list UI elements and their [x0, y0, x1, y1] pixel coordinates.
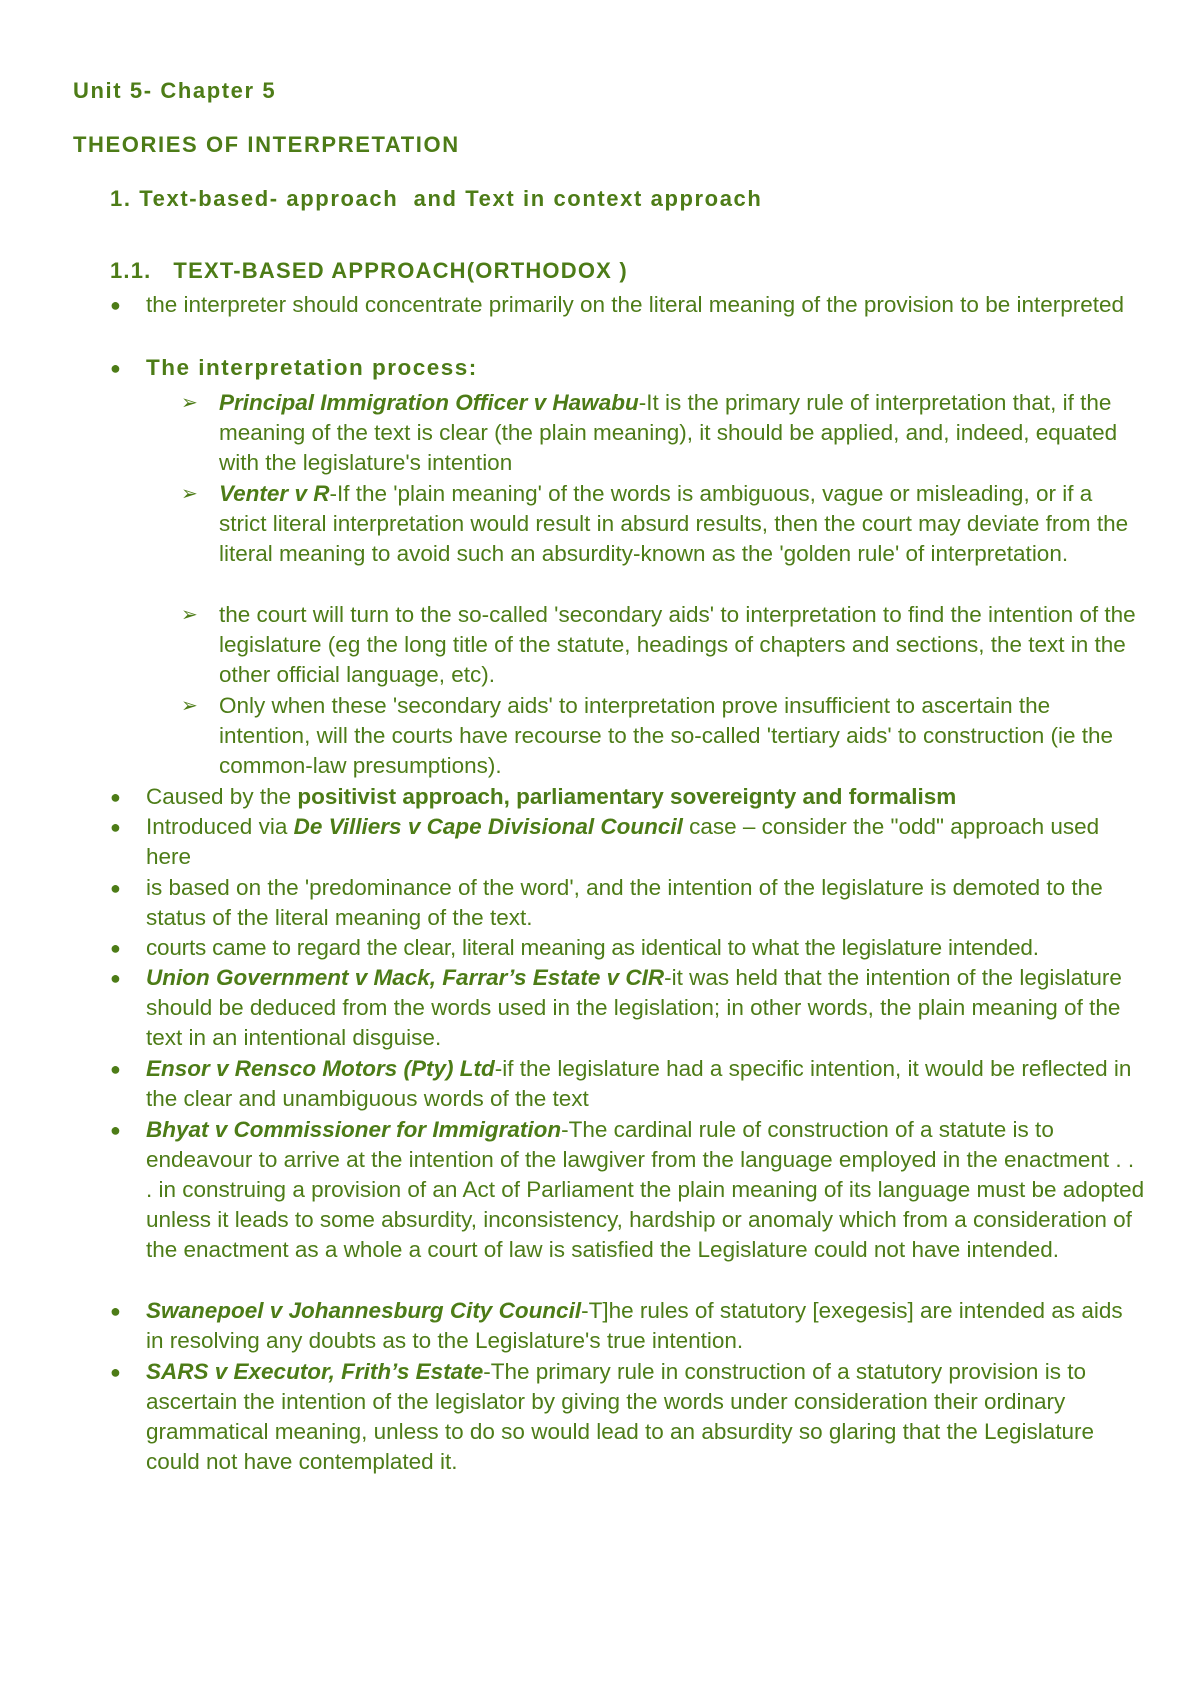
list-item	[110, 1357, 1146, 1477]
list-item-text: courts came to regard the clear, literal meaning as identical to what the legislature intended.	[146, 935, 1039, 960]
bullet-icon: ●	[110, 1301, 121, 1321]
list-item-text: -The cardinal rule of construction of a statute is to endeavour to arrive at the intention of the lawgiver from the language employed in the enactment . . . in construing a provision of an Act of Parliament the plain meaning of its language must be adopted unless it leads to some absurdity, inconsistency, hardship or anomaly which from a consideration of the enactment as a whole a court of law is satisfied the Legislature could not have intended.	[146, 1117, 1145, 1262]
list-item	[110, 782, 1146, 812]
list-item	[110, 290, 1146, 320]
list-item-text: the interpreter should concentrate primarily on the literal meaning of the provision to be interpreted	[146, 292, 1125, 317]
list-item	[110, 933, 1146, 963]
case-name: Bhyat v Commissioner for Immigration	[146, 1117, 562, 1142]
case-name: Union Government v Mack, Farrar’s Estate v CIR	[146, 965, 665, 990]
bullet-icon: ●	[110, 817, 121, 837]
list-item-text: is based on the 'predominance of the word', and the intention of the legislature is demoted to the status of the literal meaning of the text.	[146, 875, 1103, 930]
list-item-text: -It is the primary rule of interpretation that, if the meaning of the text is clear (the plain meaning), it should be applied, and, indeed, equated with the legislature's intention	[219, 390, 1118, 475]
sub-list-item	[181, 388, 1139, 478]
emphasis-text: positivist approach, parliamentary sovereignty and formalism	[297, 784, 957, 809]
case-name: Ensor v Rensco Motors (Pty) Ltd	[146, 1056, 495, 1081]
section-heading-1-1: 1.1. TEXT-BASED APPROACH(ORTHODOX )	[110, 258, 628, 283]
sub-list-item	[181, 691, 1139, 781]
list-item	[110, 873, 1146, 933]
list-item-text: -if the legislature had a specific intention, it would be reflected in the clear and unambiguous words of the text	[146, 1056, 1132, 1111]
bullet-icon: ●	[110, 938, 121, 958]
bullet-icon: ●	[110, 1059, 121, 1079]
list-item-text: -it was held that the intention of the legislature should be deduced from the words used in the legislation; in other words, the plain meaning of the text in an intentional disguise.	[146, 965, 1122, 1050]
list-item-text: the court will turn to the so-called 'secondary aids' to interpretation to find the intention of the legislature (eg the long title of the statute, headings of chapters and sections, the text in the other official language, etc).	[219, 602, 1136, 687]
list-item	[110, 963, 1146, 1053]
list-item-text: The interpretation process:	[146, 355, 478, 380]
list-item-text: Caused by the	[146, 784, 298, 809]
arrow-icon: ➢	[181, 483, 198, 505]
bullet-icon: ●	[110, 968, 121, 988]
bullet-icon: ●	[110, 1362, 121, 1382]
list-item	[110, 1115, 1146, 1265]
bullet-icon: ●	[110, 358, 121, 378]
bullet-icon: ●	[110, 787, 121, 807]
arrow-icon: ➢	[181, 604, 198, 626]
list-item-text: -The primary rule in construction of a statutory provision is to ascertain the intention of the legislator by giving the words under consideration their ordinary grammatical meaning, unless to do so would lead to an absurdity so glaring that the Legislature could not have contemplated it.	[146, 1359, 1095, 1474]
list-item	[110, 353, 1146, 383]
bullet-icon: ●	[110, 295, 121, 315]
section-heading-1: 1. Text-based- approach and Text in context approach	[110, 186, 763, 211]
sub-list-item	[181, 479, 1139, 569]
list-item-text: -T]he rules of statutory [exegesis] are intended as aids in resolving any doubts as to the Legislature's true intention.	[146, 1298, 1123, 1353]
case-name: De Villiers v Cape Divisional Council	[293, 814, 683, 839]
arrow-icon: ➢	[181, 392, 198, 414]
case-name: Principal Immigration Officer v Hawabu	[219, 390, 639, 415]
bullet-icon: ●	[110, 1120, 121, 1140]
unit-heading: Unit 5- Chapter 5	[73, 78, 277, 103]
chapter-title: THEORIES OF INTERPRETATION	[73, 132, 460, 157]
bullet-icon: ●	[110, 878, 121, 898]
list-item-text: Introduced via	[146, 814, 294, 839]
case-name: SARS v Executor, Frith’s Estate	[146, 1359, 484, 1384]
list-item	[110, 1054, 1146, 1114]
list-item-text: case – consider the "odd" approach used here	[146, 814, 1100, 869]
list-item-text: -If the 'plain meaning' of the words is ambiguous, vague or misleading, or if a strict literal interpretation would result in absurd results, then the court may deviate from the literal meaning to avoid such an absurdity-known as the 'golden rule' of interpretation.	[219, 481, 1129, 566]
sub-list-item	[181, 600, 1139, 690]
arrow-icon: ➢	[181, 695, 198, 717]
case-name: Swanepoel v Johannesburg City Council	[146, 1298, 582, 1323]
case-name: Venter v R	[219, 481, 330, 506]
list-item	[110, 1296, 1146, 1356]
list-item-text: Only when these 'secondary aids' to interpretation prove insufficient to ascertain the intention, will the courts have recourse to the so-called 'tertiary aids' to construction (ie the common-law presumptions).	[219, 693, 1114, 778]
list-item	[110, 812, 1146, 872]
